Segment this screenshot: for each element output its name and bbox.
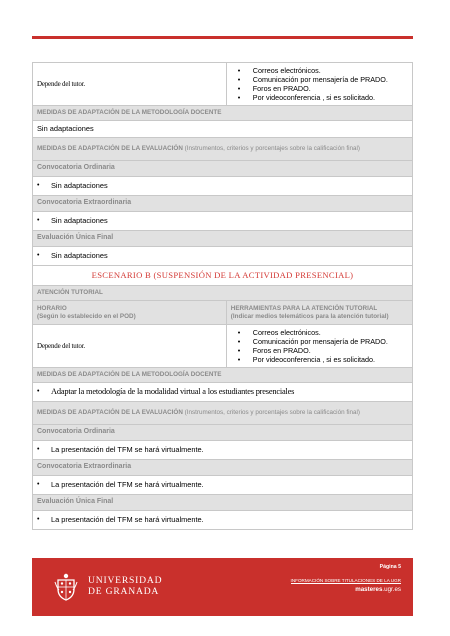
subheader-row — [33, 161, 413, 177]
bullet-text: La presentación del TFM se hará virtualmente. — [51, 479, 204, 489]
tools-list-item: • Correos electrónicos. — [253, 66, 408, 75]
methodology-header-row-a — [33, 106, 413, 121]
bullet-dot: • — [37, 387, 40, 395]
schedule-title: HORARIO — [37, 304, 67, 312]
tutor-row-a — [33, 63, 413, 106]
bullet-dot: • — [37, 445, 40, 453]
university-crest-icon — [53, 572, 79, 602]
section-header — [33, 402, 413, 425]
methodology-value-row-a — [33, 121, 413, 138]
subheader-row — [33, 495, 413, 511]
site-link-rest: .ugr.es — [382, 586, 401, 593]
scenario-b-row — [33, 266, 413, 286]
bullet-text: Sin adaptaciones — [51, 180, 108, 190]
bullet-dot: • — [37, 251, 40, 259]
schedule-tools-header-row — [33, 301, 413, 325]
info-link[interactable]: INFORMACIÓN SOBRE TITULACIONES DE LA UGR — [290, 578, 401, 583]
tools-list — [231, 328, 408, 365]
tutor-text: Depende del tutor. — [37, 79, 85, 88]
subheader: Convocatoria Extraordinaria — [33, 196, 413, 212]
bullet-text: Adaptar la metodología de la modalidad virtual a los estudiantes presenciales — [51, 386, 295, 396]
bullet-row — [33, 441, 413, 460]
tutor-cell — [33, 63, 227, 106]
subheader: Evaluación Única Final — [33, 495, 413, 511]
subheader-row — [33, 196, 413, 212]
bullet-text: Sin adaptaciones — [51, 215, 108, 225]
subheader: Convocatoria Ordinaria — [33, 161, 413, 177]
tutor-row-b — [33, 325, 413, 368]
tools-list — [231, 66, 408, 103]
page-footer — [32, 558, 413, 616]
schedule-header — [33, 301, 227, 325]
tools-note: (Indicar medios telemáticos para la atención tutorial) — [230, 312, 389, 320]
methodology-bullet-row-b — [33, 383, 413, 402]
bullet-text: Sin adaptaciones — [51, 250, 108, 260]
evaluation-header-row-b — [33, 402, 413, 425]
bullet-cell — [33, 247, 413, 266]
section-header — [33, 138, 413, 161]
tools-list-item: • Foros en PRADO. — [253, 84, 408, 93]
bullet-row — [33, 177, 413, 196]
section-header: ATENCIÓN TUTORIAL — [33, 286, 413, 301]
bullet-row — [33, 476, 413, 495]
subheader: Evaluación Única Final — [33, 231, 413, 247]
bullet-dot: • — [37, 181, 40, 189]
methodology-value: Sin adaptaciones — [33, 121, 413, 138]
subheader: Convocatoria Ordinaria — [33, 425, 413, 441]
tutor-text: Depende del tutor. — [37, 341, 85, 350]
top-accent-bar — [32, 36, 413, 39]
bullet-dot: • — [37, 480, 40, 488]
evaluation-header-row-a — [33, 138, 413, 161]
tools-cell — [226, 63, 412, 106]
bullet-cell — [33, 212, 413, 231]
subheader-row — [33, 460, 413, 476]
section-header-title: MEDIDAS DE ADAPTACIÓN DE LA EVALUACIÓN — [37, 409, 183, 417]
bullet-cell — [33, 476, 413, 495]
site-link-bold: masteres — [355, 586, 383, 593]
bullet-cell — [33, 383, 413, 402]
tools-list-item: • Comunicación por mensajería de PRADO. — [253, 337, 408, 346]
site-link[interactable] — [355, 586, 401, 593]
bullet-cell — [33, 441, 413, 460]
bullet-dot: • — [37, 216, 40, 224]
bullet-cell — [33, 177, 413, 196]
tools-list-item: • Por videoconferencia , si es solicitado. — [253, 355, 408, 364]
tutorial-header-row — [33, 286, 413, 301]
bullet-row — [33, 212, 413, 231]
section-header-note: (Instrumentos, criterios y porcentajes sobre la calificación final) — [184, 409, 360, 417]
adaptation-table — [32, 62, 413, 530]
tools-list-item: • Correos electrónicos. — [253, 328, 408, 337]
section-header: MEDIDAS DE ADAPTACIÓN DE LA METODOLOGÍA DOCENTE — [33, 106, 413, 121]
section-header: MEDIDAS DE ADAPTACIÓN DE LA METODOLOGÍA DOCENTE — [33, 368, 413, 383]
bullet-text: La presentación del TFM se hará virtualmente. — [51, 444, 204, 454]
tools-header — [226, 301, 412, 325]
subheader-row — [33, 425, 413, 441]
tools-title: HERRAMIENTAS PARA LA ATENCIÓN TUTORIAL — [230, 304, 378, 312]
bullet-row — [33, 511, 413, 530]
tools-list-item: • Foros en PRADO. — [253, 346, 408, 355]
section-header-title: MEDIDAS DE ADAPTACIÓN DE LA EVALUACIÓN — [37, 145, 183, 153]
tutor-cell — [33, 325, 227, 368]
scenario-b-title: ESCENARIO B (SUSPENSIÓN DE LA ACTIVIDAD PRESENCIAL) — [33, 266, 413, 286]
tools-list-item: • Por videoconferencia , si es solicitado. — [253, 93, 408, 102]
methodology-header-row-b — [33, 368, 413, 383]
tools-cell — [226, 325, 412, 368]
subheader: Convocatoria Extraordinaria — [33, 460, 413, 476]
bullet-dot: • — [37, 515, 40, 523]
university-name-line2: DE GRANADA — [88, 586, 160, 597]
bullet-text: La presentación del TFM se hará virtualmente. — [51, 514, 204, 524]
tools-list-item: • Comunicación por mensajería de PRADO. — [253, 75, 408, 84]
schedule-note: (Según lo establecido en el POD) — [37, 312, 136, 320]
section-header-note: (Instrumentos, criterios y porcentajes sobre la calificación final) — [184, 145, 360, 153]
page-number: Página 5 — [379, 564, 401, 570]
subheader-row — [33, 231, 413, 247]
bullet-row — [33, 247, 413, 266]
bullet-cell — [33, 511, 413, 530]
university-name-line1: UNIVERSIDAD — [88, 575, 163, 586]
